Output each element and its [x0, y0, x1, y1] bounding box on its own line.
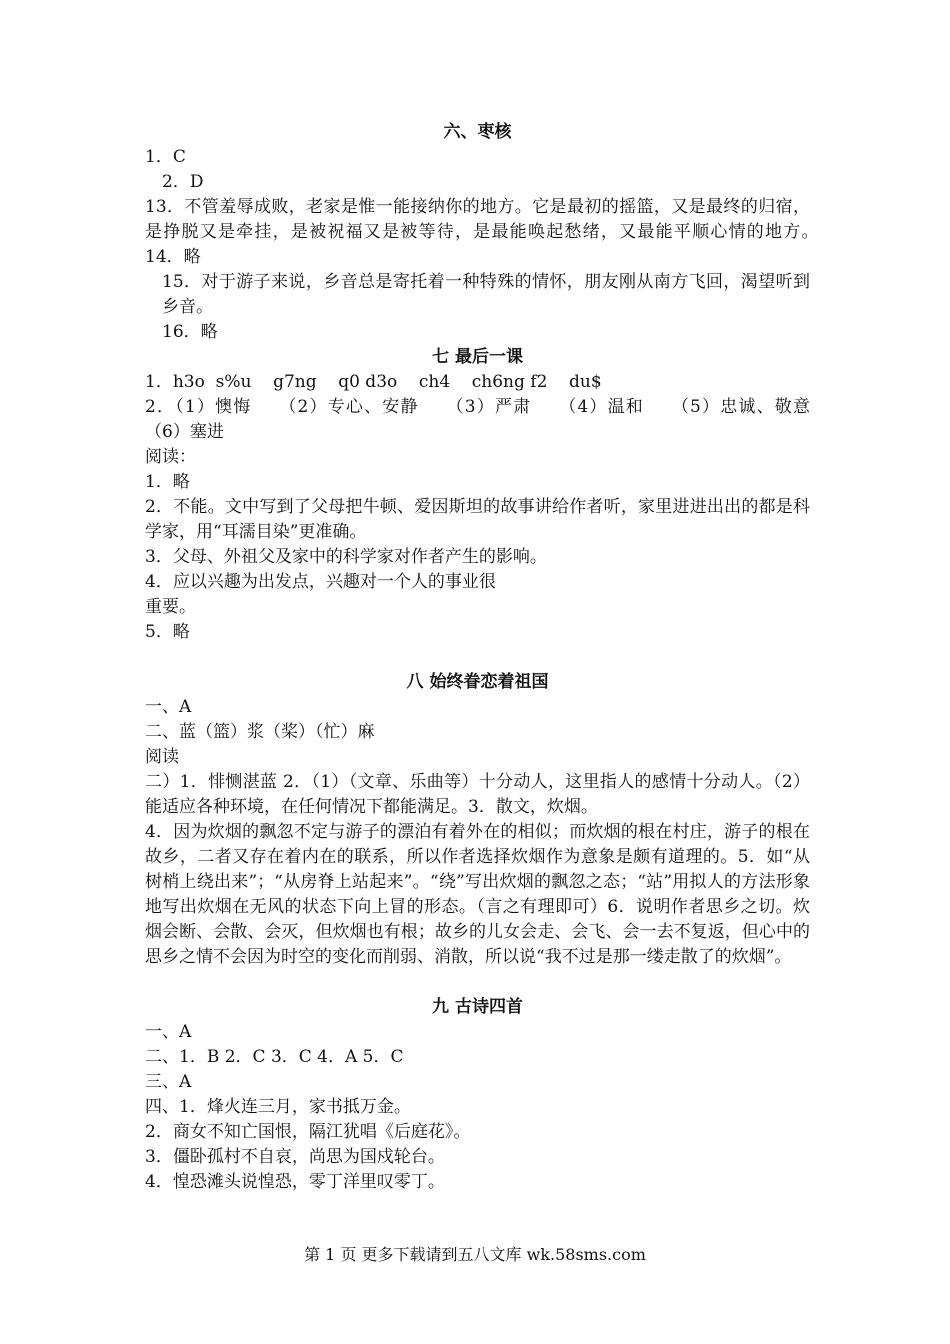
answer-line: 三、A — [145, 1072, 192, 1092]
answer-line: 13．不管羞辱成败，老家是惟一能接纳你的地方。它是最初的摇篮，又是最终的归宿，是挣脱又是牵挂，是被祝福又是被等待，是最能唤起愁绪，又最能平顺心情的地方。 14．略 — [145, 197, 827, 267]
answer-line: 2．不能。文中写到了父母把牛顿、爱因斯坦的故事讲给作者听，家里进进出出的都是科学家，用“耳濡目染”更准确。 — [145, 497, 810, 542]
answer-line: 5．略 — [145, 622, 190, 642]
answer-line: 1．C — [145, 147, 186, 167]
answer-line: 2．（1）懊悔 （2）专心、安静 （3）严肃 （4）温和 （5）忠诚、敬意 （6）塞进 — [145, 397, 844, 442]
answer-line: 阅读： — [145, 447, 196, 467]
answer-line: 15．对于游子来说，乡音总是寄托着一种特殊的情怀，朋友刚从南方飞回，渴望听到乡音。 — [162, 272, 810, 317]
answer-line: 四、1．烽火连三月，家书抵万金。 — [145, 1097, 411, 1117]
answer-line: 一、A — [145, 1022, 192, 1042]
section-title: 七 最后一课 — [432, 347, 523, 367]
answer-line: 4．因为炊烟的飘忽不定与游子的漂泊有着外在的相似；而炊烟的根在村庄，游子的根在故乡，二者又存在着内在的联系，所以作者选择炊烟作为意象是颇有道理的。5．如“从树梢上绕出来”；“从房脊上站起来”。“绕”写出炊烟的飘忽之态；“站”用拟人的方法形象地写出炊烟在无风的状态下向上冒的形态。（言之有理即可）6．说明作者思乡之切。炊烟会断、会散、会灭，但炊烟也有根；故乡的儿女会走、会飞、会一去不复返，但心中的思乡之情不会因为时空的变化而削弱、消散，所以说“我不过是那一缕走散了的炊烟”。 — [145, 822, 810, 967]
answer-line: 16．略 — [162, 322, 218, 342]
answer-line: 2．D — [162, 172, 204, 192]
answer-line: 3．僵卧孤村不自哀，尚思为国戍轮台。 — [145, 1147, 445, 1167]
document-body — [145, 120, 844, 1195]
answer-line: 重要。 — [145, 597, 196, 617]
answer-line: 1．h3o s%u g7ng q0 d3o ch4 ch6ng f2 du$ — [145, 372, 602, 392]
answer-line: 二、蓝（篮）浆（桨）（忙）麻 — [145, 722, 375, 742]
section-title: 八 始终眷恋着祖国 — [406, 672, 549, 692]
spacer — [145, 645, 810, 670]
answer-line: 1．略 — [145, 472, 190, 492]
answer-line: 阅读 — [145, 747, 179, 767]
section-title: 六、枣核 — [443, 122, 512, 142]
answer-line: 3．父母、外祖父及家中的科学家对作者产生的影响。 — [145, 547, 547, 567]
section-title: 九 古诗四首 — [432, 997, 523, 1017]
answer-line: 一、A — [145, 697, 192, 717]
spacer — [145, 970, 810, 995]
page-footer: 第 1 页 更多下载请到五八文库 wk.58sms.com — [304, 1245, 646, 1264]
answer-line: 二、1．B 2．C 3．C 4．A 5．C — [145, 1047, 404, 1067]
answer-line: 4．惶恐滩头说惶恐，零丁洋里叹零丁。 — [145, 1172, 445, 1192]
answer-line: 二）1．悱恻湛蓝 2．（1）（文章、乐曲等）十分动人，这里指人的感情十分动人。（2）能适应各种环境，在任何情况下都能满足。3．散文，炊烟。 — [145, 772, 810, 817]
answer-line: 4．应以兴趣为出发点，兴趣对一个人的事业很 — [145, 572, 496, 592]
answer-line: 2．商女不知亡国恨，隔江犹唱《后庭花》。 — [145, 1122, 471, 1142]
